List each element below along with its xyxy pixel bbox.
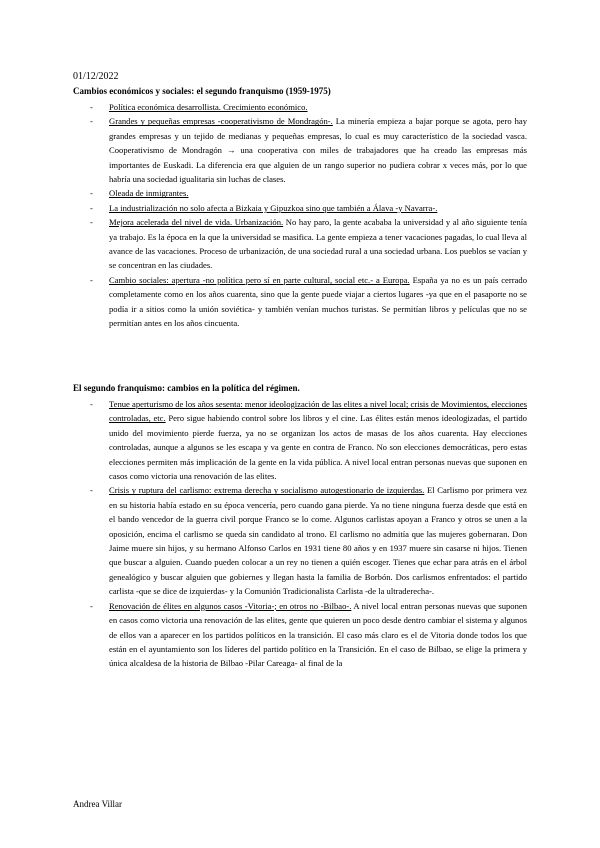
list-item (73, 397, 527, 483)
item-heading: Crisis y ruptura del carlismo: extrema derecha y socialismo autogestionario de izquierdas. (109, 485, 425, 496)
item-text: No hay paro, la gente acababa la universidad y al año siguiente tenía ya trabajo. Es la época en la que la universidad se masifica. La gente empieza a tener vacaciones pagadas, lo cual lleva al avance de las vacaciones. Proceso de urbanización, de una sociedad rural a una sociedad urbana. Los pueblos se vacían y se concentran en las ciudades. (109, 217, 527, 271)
list-item (73, 599, 527, 671)
item-text: España ya no es un país cerrado completamente como en los años cuarenta, sino que la gente puede viajar a ciertos lugares -ya que en el pasaporte no se podía ir a sitios como la unión soviética- y también venían muchos turistas. Se permitían libros y películas que no se permitían antes en los años cincuenta. (109, 274, 527, 329)
list-item (73, 215, 527, 273)
section-1-title: Cambios económicos y sociales: el segundo franquismo (1959-1975) (73, 86, 331, 96)
item-heading: Cambio sociales: apertura -no política pero sí en parte cultural, social etc.- a Europa. (109, 274, 410, 285)
item-text: A nivel local entran personas nuevas que suponen en casos como victoria una renovación de las elites, gente que quieren un poco desde dentro cambiar el sistema y algunos de ellos van a aparecer en los partidos políticos en la transición. El caso más claro es el de Vitoria donde todos los que están en el ayuntamiento son los líderes del partido político en la Transición. En el caso de Bilbao, se elige la primera y única alcaldesa de la historia de Bilbao -Pilar Careaga- al final de la (109, 600, 527, 669)
item-heading: Renovación de élites en algunos casos -Vitoria-; en otros no -Bilbao-. (109, 600, 352, 611)
section-2-title: El segundo franquismo: cambios en la política del régimen. (73, 383, 300, 393)
item-text: El Carlismo por primera vez en su historia había estado en su época vencería, pero cuando gana pierde. Ya no tiene ninguna fuerza desde que está en el bando vencedor de la guerra civil porque Franco se lo come. Algunos carlistas apoyan a Franco y otros se unen a la oposición, encima el carlismo se queda sin candidato al trono. El carlismo no admitía que las mujeres gobernaran. Don Jaime muere sin hijos, y su hermano Alfonso Carlos en 1931 tiene 80 años y en 1937 muere sin casarse ni hijos. Tienen que buscar a alguien. Cuando pueden colocar a un rey no tienen a quién escoger. Tienes que echar para atrás en el árbol genealógico y buscar alguien que gobiernes y llegan hasta la familia de Borbón. Dos carlismos enfrentados: el partido carlista -que se dice de izquierdas- y la Comunión Tradicionalista Carlista -de la ultraderecha-. (109, 485, 527, 597)
item-heading: Mejora acelerada del nivel de vida. Urbanización. (109, 217, 284, 228)
list-item (73, 483, 527, 598)
item-heading: La industrialización no solo afecta a Bizkaia y Gipuzkoa sino que también a Álava -y Navarra-. (109, 202, 438, 213)
item-heading: Política económica desarrollista. Crecimiento económico. (109, 102, 308, 112)
list-item (73, 273, 527, 331)
document-date: 01/12/2022 (73, 71, 119, 82)
list-item (73, 186, 527, 200)
list-item (73, 201, 527, 215)
item-heading: Oleada de inmigrantes. (109, 188, 189, 199)
item-heading: Tenue aperturismo de los años sesenta: menor ideologización de las elites a nivel local; crisis de Movimientos, elecciones controladas, etc. (109, 399, 527, 424)
list-item (73, 100, 527, 114)
list-item (73, 114, 527, 186)
footer-author: Andrea Villar (73, 799, 123, 809)
item-heading: Grandes y pequeñas empresas -cooperativismo de Mondragón-. (109, 116, 333, 127)
item-text: La minería empieza a bajar porque se agota, pero hay grandes empresas y un tejido de medianas y pequeñas empresas, lo cual es muy característico de la sociedad vasca. Cooperativismo de Mondragón → una cooperativa con miles de trabajadores que ha creado las empresas más importantes de Euskadi. La diferencia era que alguien de un rango superior no pudiera cobrar x veces más, por lo que habría una sociedad igualitaria sin luchas de clases. (109, 116, 527, 185)
item-text: Pero sigue habiendo control sobre los libros y el cine. Las élites están menos ideologizadas, el partido unido del movimiento pierde fuerza, ya no se organizan los actos de masas de los años cuarenta. Hay elecciones controladas, aunque a algunos se les escapa y va gente en contra de Franco. No son elecciones democráticas, pero estas elecciones permiten más implicación de la gente en la vida pública. A nivel local entran personas nuevas que suponen en casos como victoria una renovación de las elites. (109, 413, 527, 482)
section-2-list (73, 397, 527, 671)
section-1-list (73, 100, 527, 331)
